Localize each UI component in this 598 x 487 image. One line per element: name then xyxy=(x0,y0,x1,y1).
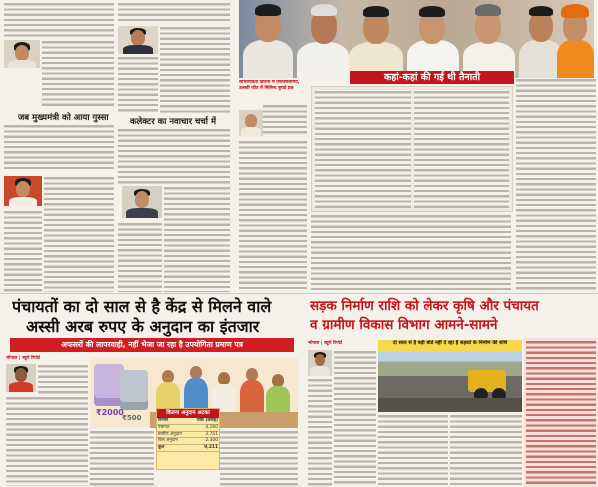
article-body-text xyxy=(220,430,298,486)
table-cell: 2,300 xyxy=(190,438,220,445)
article-body-text xyxy=(38,364,88,394)
photo-caption: सौभाग्यवती डिजनी में सिलसिलामय, उत्सवी जीत में मिलिन्द बुराई प्रश्न xyxy=(239,80,300,91)
portrait-photo xyxy=(239,110,263,136)
grant-pending-table xyxy=(156,408,220,470)
article-body-text xyxy=(4,124,114,172)
article-body-text xyxy=(263,104,307,136)
table-row xyxy=(157,445,219,452)
article-body-text xyxy=(526,340,596,485)
article-body-text xyxy=(378,414,448,486)
table-header-cell: राशि (करोड़) xyxy=(190,418,220,424)
article-body-text xyxy=(315,90,411,208)
article-body-text xyxy=(4,210,42,292)
subhead-cm-anger: जब मुख्यमंत्री को आया गुस्सा xyxy=(18,113,109,123)
article-body-text xyxy=(118,222,162,292)
main-headline-panchayat-line2: अस्सी अरब रुपए के अनुदान का इंतजार xyxy=(26,317,260,336)
article-body-text xyxy=(516,78,596,290)
article-body-text xyxy=(44,176,114,292)
banner-headline: कहां-कहां की गई थी तैनाती xyxy=(350,71,514,84)
table-row xyxy=(157,431,219,438)
article-body-text xyxy=(118,56,158,114)
road-construction-photo xyxy=(378,340,522,412)
top-center-article xyxy=(239,80,309,292)
article-body-text xyxy=(118,128,230,184)
table-cell: 4,160 xyxy=(190,424,220,431)
story-byline: भोपाल | ब्यूरो रिपोर्ट xyxy=(6,356,41,361)
table-cell: वित्त अनुदान xyxy=(157,438,190,445)
portrait-photo xyxy=(6,364,36,392)
table-cell: 9,211 xyxy=(190,445,220,452)
story-byline: भोपाल | ब्यूरो रिपोर्ट xyxy=(308,341,343,346)
article-body-text xyxy=(160,26,230,114)
article-body-text xyxy=(239,140,307,290)
article-body-text xyxy=(118,2,230,24)
photo-caption: दो साल से है बड़ी बोर्ड नहीं दे रहा है सड़कों के निर्माण की राशि xyxy=(392,340,508,346)
article-body-text xyxy=(4,2,114,38)
portrait-photo xyxy=(122,186,162,218)
top-left-article xyxy=(0,0,232,292)
bottom-right-story xyxy=(304,338,598,487)
divider-line xyxy=(0,293,598,294)
right-sidebar-column xyxy=(524,338,598,487)
article-body-text xyxy=(6,396,88,486)
bottom-left-story xyxy=(0,338,300,487)
article-body-text xyxy=(42,40,114,108)
table-header-cell: विभाग xyxy=(157,418,190,424)
portrait-photo xyxy=(118,26,158,54)
table-cell: ग्रामीण अनुदान xyxy=(157,431,190,438)
table-row xyxy=(157,424,219,431)
portrait-photo xyxy=(4,40,40,68)
table-title: कितना अनुदान अटका xyxy=(157,409,219,418)
article-body-text xyxy=(311,214,511,290)
main-headline-road-line1: सड़क निर्माण राशि को लेकर कृषि और पंचायत xyxy=(310,298,539,314)
article-body-text xyxy=(414,90,509,208)
article-body-text xyxy=(90,430,154,486)
portrait-photo xyxy=(308,350,332,376)
note-amount-2000: ₹2000 xyxy=(96,408,124,417)
note-amount-500: ₹500 xyxy=(122,414,142,422)
article-body-text xyxy=(308,378,332,486)
highlight-box xyxy=(311,86,513,212)
right-column xyxy=(516,78,596,292)
currency-bundle-icon xyxy=(120,370,148,410)
table-cell: पंचायत xyxy=(157,424,190,431)
portrait-photo xyxy=(4,176,42,206)
article-body-text xyxy=(334,350,376,486)
main-headline-road-line2: व ग्रामीण विकास विभाग आमने-सामने xyxy=(310,317,498,333)
table-row xyxy=(157,438,219,445)
article-body-text xyxy=(450,414,522,486)
story-subhead: अफसरों की लापरवाही, नहीं भेजा जा रहा है उपयोगिता प्रमाण पत्र xyxy=(10,338,294,352)
data-table xyxy=(157,418,219,452)
table-cell: 2,751 xyxy=(190,431,220,438)
politicians-photo-strip xyxy=(239,0,594,78)
subhead-collector: कलेक्टर का नवाचार चर्चा में xyxy=(130,117,217,127)
article-body-text xyxy=(164,186,230,292)
table-cell: कुल xyxy=(157,445,190,452)
main-headline-panchayat-line1: पंचायतों का दो साल से है केंद्र से मिलने वाले xyxy=(12,297,272,316)
